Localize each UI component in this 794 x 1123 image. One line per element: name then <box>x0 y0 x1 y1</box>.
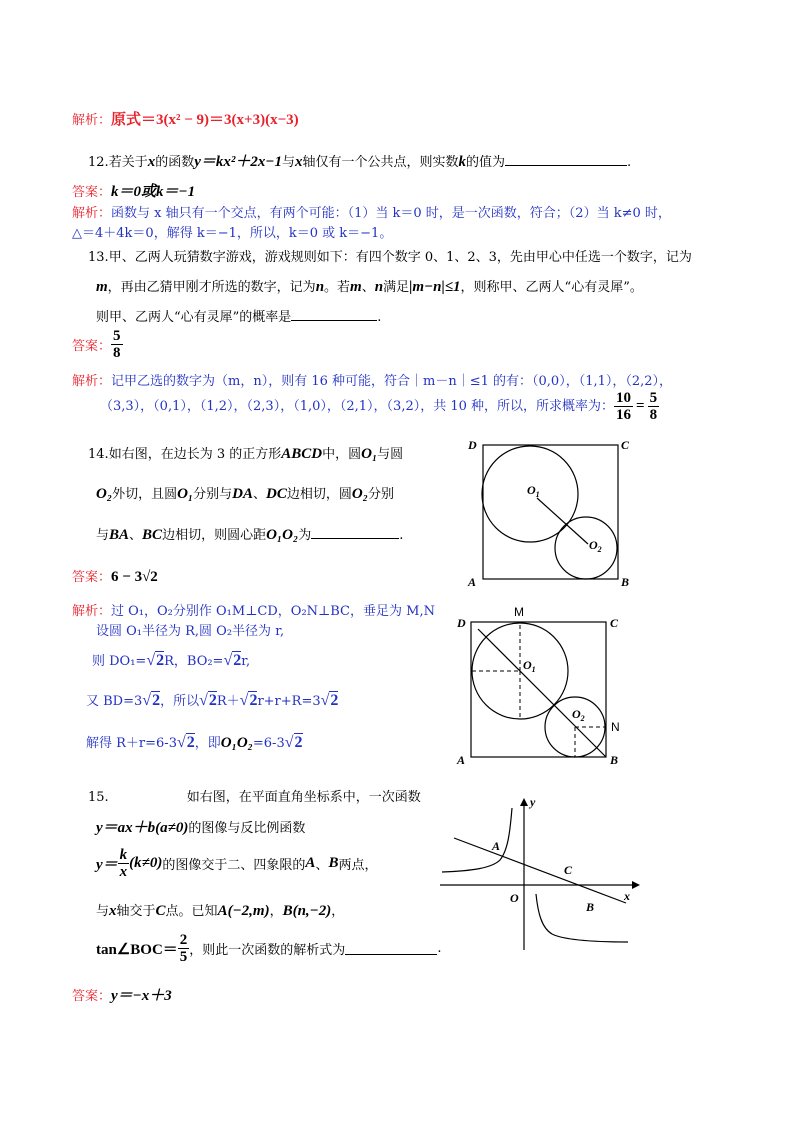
answer-label: 答案： <box>72 570 112 585</box>
fraction-5-8 <box>648 390 660 423</box>
math-point-b: B(n,−2) <box>282 903 332 919</box>
text: 外切，且圆 <box>112 487 178 502</box>
q12-analysis-line2: △＝4＋4k＝0，解得 k＝−1，所以，k＝0 或 k＝−1。 <box>72 226 393 241</box>
label-y: y <box>530 795 536 809</box>
fraction-2-5 <box>178 932 190 965</box>
answer-blank <box>505 153 627 166</box>
text: 轴交于 <box>116 904 156 919</box>
sub: 1 <box>531 665 536 674</box>
label-b: B <box>610 753 619 767</box>
q14-analysis-line2: 设圆 O₁半径为 R,圆 O₂半径为 r, <box>96 624 285 639</box>
analysis-label: 解析： <box>72 604 112 619</box>
text: r+r+R=3 <box>257 694 321 709</box>
label-o2 <box>589 538 602 554</box>
math-function: y＝kx²＋2x−1 <box>194 154 282 170</box>
math-dc: DC <box>266 486 287 502</box>
analysis-label: 解析： <box>72 374 112 389</box>
text: . <box>627 155 632 170</box>
text: . <box>437 941 442 956</box>
denominator: 8 <box>113 345 121 361</box>
text: 与圆 <box>377 447 404 462</box>
diagonal-bd <box>478 629 606 757</box>
sub: 2 <box>597 545 602 554</box>
label-n: N <box>611 720 620 734</box>
label-b: B <box>621 575 630 589</box>
text: 又 BD=3 <box>86 694 143 709</box>
q12-answer <box>72 180 195 201</box>
radicand: 2 <box>186 734 195 751</box>
q14-figure-2 <box>450 603 630 773</box>
sub: 1 <box>535 490 540 499</box>
answer-value: 6 − 3√2 <box>111 569 158 585</box>
math-m: m <box>96 279 108 295</box>
label-a: A <box>492 839 501 853</box>
text: . <box>377 310 382 325</box>
text: ，再由乙猜甲刚才所选的数字，记为 <box>107 280 316 295</box>
math-a: A <box>305 855 316 871</box>
q15-line5 <box>96 932 441 965</box>
label-c: C <box>564 863 573 877</box>
text: 分别 <box>367 487 394 502</box>
answer-label: 答案： <box>72 339 112 354</box>
q15-line3 <box>96 847 377 880</box>
question-number: 14. <box>88 447 109 462</box>
label-a: A <box>468 575 477 589</box>
math-o2: O₂ <box>96 486 113 502</box>
numerator: k <box>119 847 128 863</box>
math-abcd: ABCD <box>281 446 323 462</box>
label-d: D <box>468 438 477 452</box>
math-bc: BC <box>142 527 163 543</box>
q12-analysis-line1 <box>72 202 671 221</box>
answer-value: k＝0或k＝−1 <box>111 184 196 200</box>
q15-answer <box>72 984 172 1005</box>
math-o1: O₁ <box>361 446 378 462</box>
q14-analysis-line4 <box>86 690 338 710</box>
radicand: 2 <box>249 692 258 709</box>
denominator: 16 <box>616 407 632 423</box>
text: ， <box>331 904 345 919</box>
text: 的值为 <box>466 155 506 170</box>
label-c: C <box>621 438 630 452</box>
math-tan: tan∠BOC＝ <box>96 942 178 958</box>
text: 。若 <box>324 280 351 295</box>
math-n: n <box>315 279 325 295</box>
q14-line1 <box>88 443 403 463</box>
label-x: x <box>624 889 630 903</box>
text: 边相切，则圆心距 <box>162 528 267 543</box>
y-axis-arrow <box>520 798 528 806</box>
fraction-k-x <box>118 847 130 880</box>
q12-question <box>88 150 631 171</box>
math-x: x <box>147 154 156 170</box>
text: r, <box>241 654 251 669</box>
math-x: x <box>109 903 117 919</box>
radicand: 2 <box>156 652 165 669</box>
text: 两点， <box>338 858 378 873</box>
q14-answer <box>72 566 158 586</box>
text: ，即 <box>194 736 221 751</box>
q13-line2 <box>96 276 643 296</box>
q14-line2 <box>96 483 394 503</box>
math-o2: O₂ <box>351 486 368 502</box>
numerator: 2 <box>179 932 188 948</box>
text: 为 <box>298 528 312 543</box>
radicand: 2 <box>294 734 303 751</box>
q14-figure-1 <box>460 430 640 590</box>
math-k: k <box>458 154 466 170</box>
sqrt-2: √2 <box>239 692 258 709</box>
label-m: M <box>514 605 524 619</box>
q13-analysis-line1 <box>72 370 672 389</box>
text: 与 <box>96 904 110 919</box>
answer-blank <box>311 526 399 539</box>
question-number: 12. <box>88 155 109 170</box>
sqrt-2: √2 <box>223 652 242 669</box>
answer-fraction <box>111 328 123 361</box>
text: ，则称甲、乙两人“心有灵犀”。 <box>460 280 643 295</box>
q14-analysis-line1 <box>72 600 435 619</box>
text: 分别与 <box>193 487 233 502</box>
sqrt-2: √2 <box>284 734 303 751</box>
analysis-label: 解析： <box>72 113 112 128</box>
text: 满足 <box>383 280 410 295</box>
text: 轴仅有一个公共点，则实数 <box>302 155 459 170</box>
sqrt-2: √2 <box>146 652 165 669</box>
segment-o1o2 <box>537 498 588 544</box>
q13-analysis-line2 <box>100 390 659 423</box>
q14-line3 <box>96 524 403 544</box>
text: 如右图，在边长为 3 的正方形 <box>108 447 282 462</box>
square-abcd <box>483 445 618 579</box>
text: 边相切，圆 <box>286 487 352 502</box>
q15-line1 <box>88 786 421 805</box>
denominator: 8 <box>649 407 658 423</box>
analysis-text: （3,3），（0,1），（1,2），（2,3），（1,0），（2,1），（3,2），共 10 种，所以，所求概率为： <box>100 399 615 414</box>
math-y: y＝ <box>96 857 118 873</box>
q15-line4 <box>96 900 344 920</box>
text: R，BO₂= <box>164 654 224 669</box>
fraction-10-16 <box>614 390 633 423</box>
answer-label: 答案： <box>72 989 112 1004</box>
denominator: x <box>119 864 128 880</box>
text: 则甲、乙两人“心有灵犀”的概率是 <box>96 310 292 325</box>
text: 的图像交于二、四象限的 <box>162 858 306 873</box>
text: 、 <box>129 528 143 543</box>
text: ，则此一次函数的解析式为 <box>189 943 346 958</box>
q14-analysis-line5 <box>86 732 303 752</box>
question-number: 13. <box>88 250 109 265</box>
radicand: 2 <box>330 692 339 709</box>
sqrt-2: √2 <box>142 692 161 709</box>
text: 与 <box>96 528 110 543</box>
text: =6-3 <box>252 736 285 751</box>
linear-function-line <box>454 838 626 903</box>
math-o1o2: O₁O₂ <box>266 527 299 543</box>
answer-blank <box>291 308 377 321</box>
text: 解得 R＋r=6-3 <box>86 736 177 751</box>
math-ba: BA <box>109 527 130 543</box>
answer-label: 答案： <box>72 185 112 200</box>
text: . <box>399 528 404 543</box>
math-n: n <box>374 279 384 295</box>
analysis-label: 解析： <box>72 206 112 221</box>
radicand: 2 <box>208 692 217 709</box>
o: O <box>523 658 532 672</box>
math-o1o2: O₁O₂ <box>220 735 253 751</box>
numerator: 10 <box>616 390 632 406</box>
hyperbola-branch-4 <box>536 894 628 942</box>
math-o1: O₁ <box>177 486 194 502</box>
text: 、 <box>253 487 267 502</box>
text: 如右图，在平面直角坐标系中，一次函数 <box>186 790 421 805</box>
sub: 2 <box>580 714 585 723</box>
text: 、 <box>315 858 329 873</box>
sqrt-2: √2 <box>176 734 195 751</box>
label-b: B <box>586 900 595 914</box>
label-c: C <box>610 616 619 630</box>
label-o1 <box>523 658 536 674</box>
analysis-text: 函数与 x 轴只有一个交点，有两个可能：（1）当 k＝0 时，是一次函数，符合；（2）当 k≠0 时， <box>111 206 671 221</box>
analysis-text: 过 O₁，O₂分别作 O₁M⊥CD，O₂N⊥BC，垂足为 M,N <box>111 604 435 619</box>
q13-line3 <box>96 306 381 325</box>
numerator: 5 <box>113 328 121 344</box>
radicand: 2 <box>233 652 242 669</box>
numerator: 5 <box>649 390 658 406</box>
text: ， <box>269 904 283 919</box>
answer-blank <box>345 942 437 955</box>
text: 的函数 <box>155 155 195 170</box>
analysis-text: 记甲乙选的数字为（m，n），则有 16 种可能，符合｜m－n｜≤1 的有：（0,0），（1,1），（2,2）， <box>111 374 673 389</box>
text: 中，圆 <box>322 447 362 462</box>
math-c: C <box>155 903 166 919</box>
answer-value: y＝−x＋3 <box>111 988 172 1004</box>
text: 点。已知 <box>165 904 218 919</box>
o: O <box>589 538 598 552</box>
circle-o2 <box>555 517 617 579</box>
math-condition: |m−n|≤1 <box>409 279 461 295</box>
math-point-a: A(−2,m) <box>217 903 270 919</box>
text: 的图像与反比例函数 <box>188 821 306 836</box>
label-o: O <box>510 891 519 905</box>
text: 甲、乙两人玩猜数字游戏，游戏规则如下：有四个数字 0、1、2、3，先由甲心中任选一个数字，记为 <box>108 250 692 265</box>
question-number: 15. <box>88 790 109 805</box>
q13-line1 <box>88 246 692 265</box>
math-x: x <box>294 154 303 170</box>
text: ，所以 <box>160 694 200 709</box>
q11-analysis <box>72 108 299 129</box>
radicand: 2 <box>152 692 161 709</box>
label-a: A <box>457 753 466 767</box>
equals: = <box>636 398 645 414</box>
sqrt-2: √2 <box>320 692 339 709</box>
math-m: m <box>350 279 362 295</box>
math-b: B <box>328 855 339 871</box>
label-o2 <box>572 707 585 723</box>
q14-analysis-line3 <box>92 650 250 670</box>
q11-analysis-formula: 原式＝3(x² − 9)＝3(x+3)(x−3) <box>111 112 299 128</box>
x-axis-arrow <box>632 881 640 889</box>
math-condition: (k≠0) <box>129 855 163 871</box>
math-linear-function: y＝ax＋b(a≠0) <box>96 820 189 836</box>
math-da: DA <box>232 486 253 502</box>
text: R＋ <box>216 694 240 709</box>
q13-answer <box>72 328 123 361</box>
text: 则 DO₁= <box>92 654 147 669</box>
sqrt-2: √2 <box>199 692 217 709</box>
o: O <box>527 483 536 497</box>
text: 与 <box>281 155 295 170</box>
q15-figure <box>432 792 642 954</box>
text: 、 <box>361 280 375 295</box>
label-d: D <box>457 616 466 630</box>
denominator: 5 <box>179 949 188 965</box>
text: 若关于 <box>108 155 148 170</box>
o: O <box>572 707 581 721</box>
hyperbola-branch-2 <box>442 808 512 872</box>
label-o1 <box>527 483 540 499</box>
q15-line2 <box>96 816 305 837</box>
